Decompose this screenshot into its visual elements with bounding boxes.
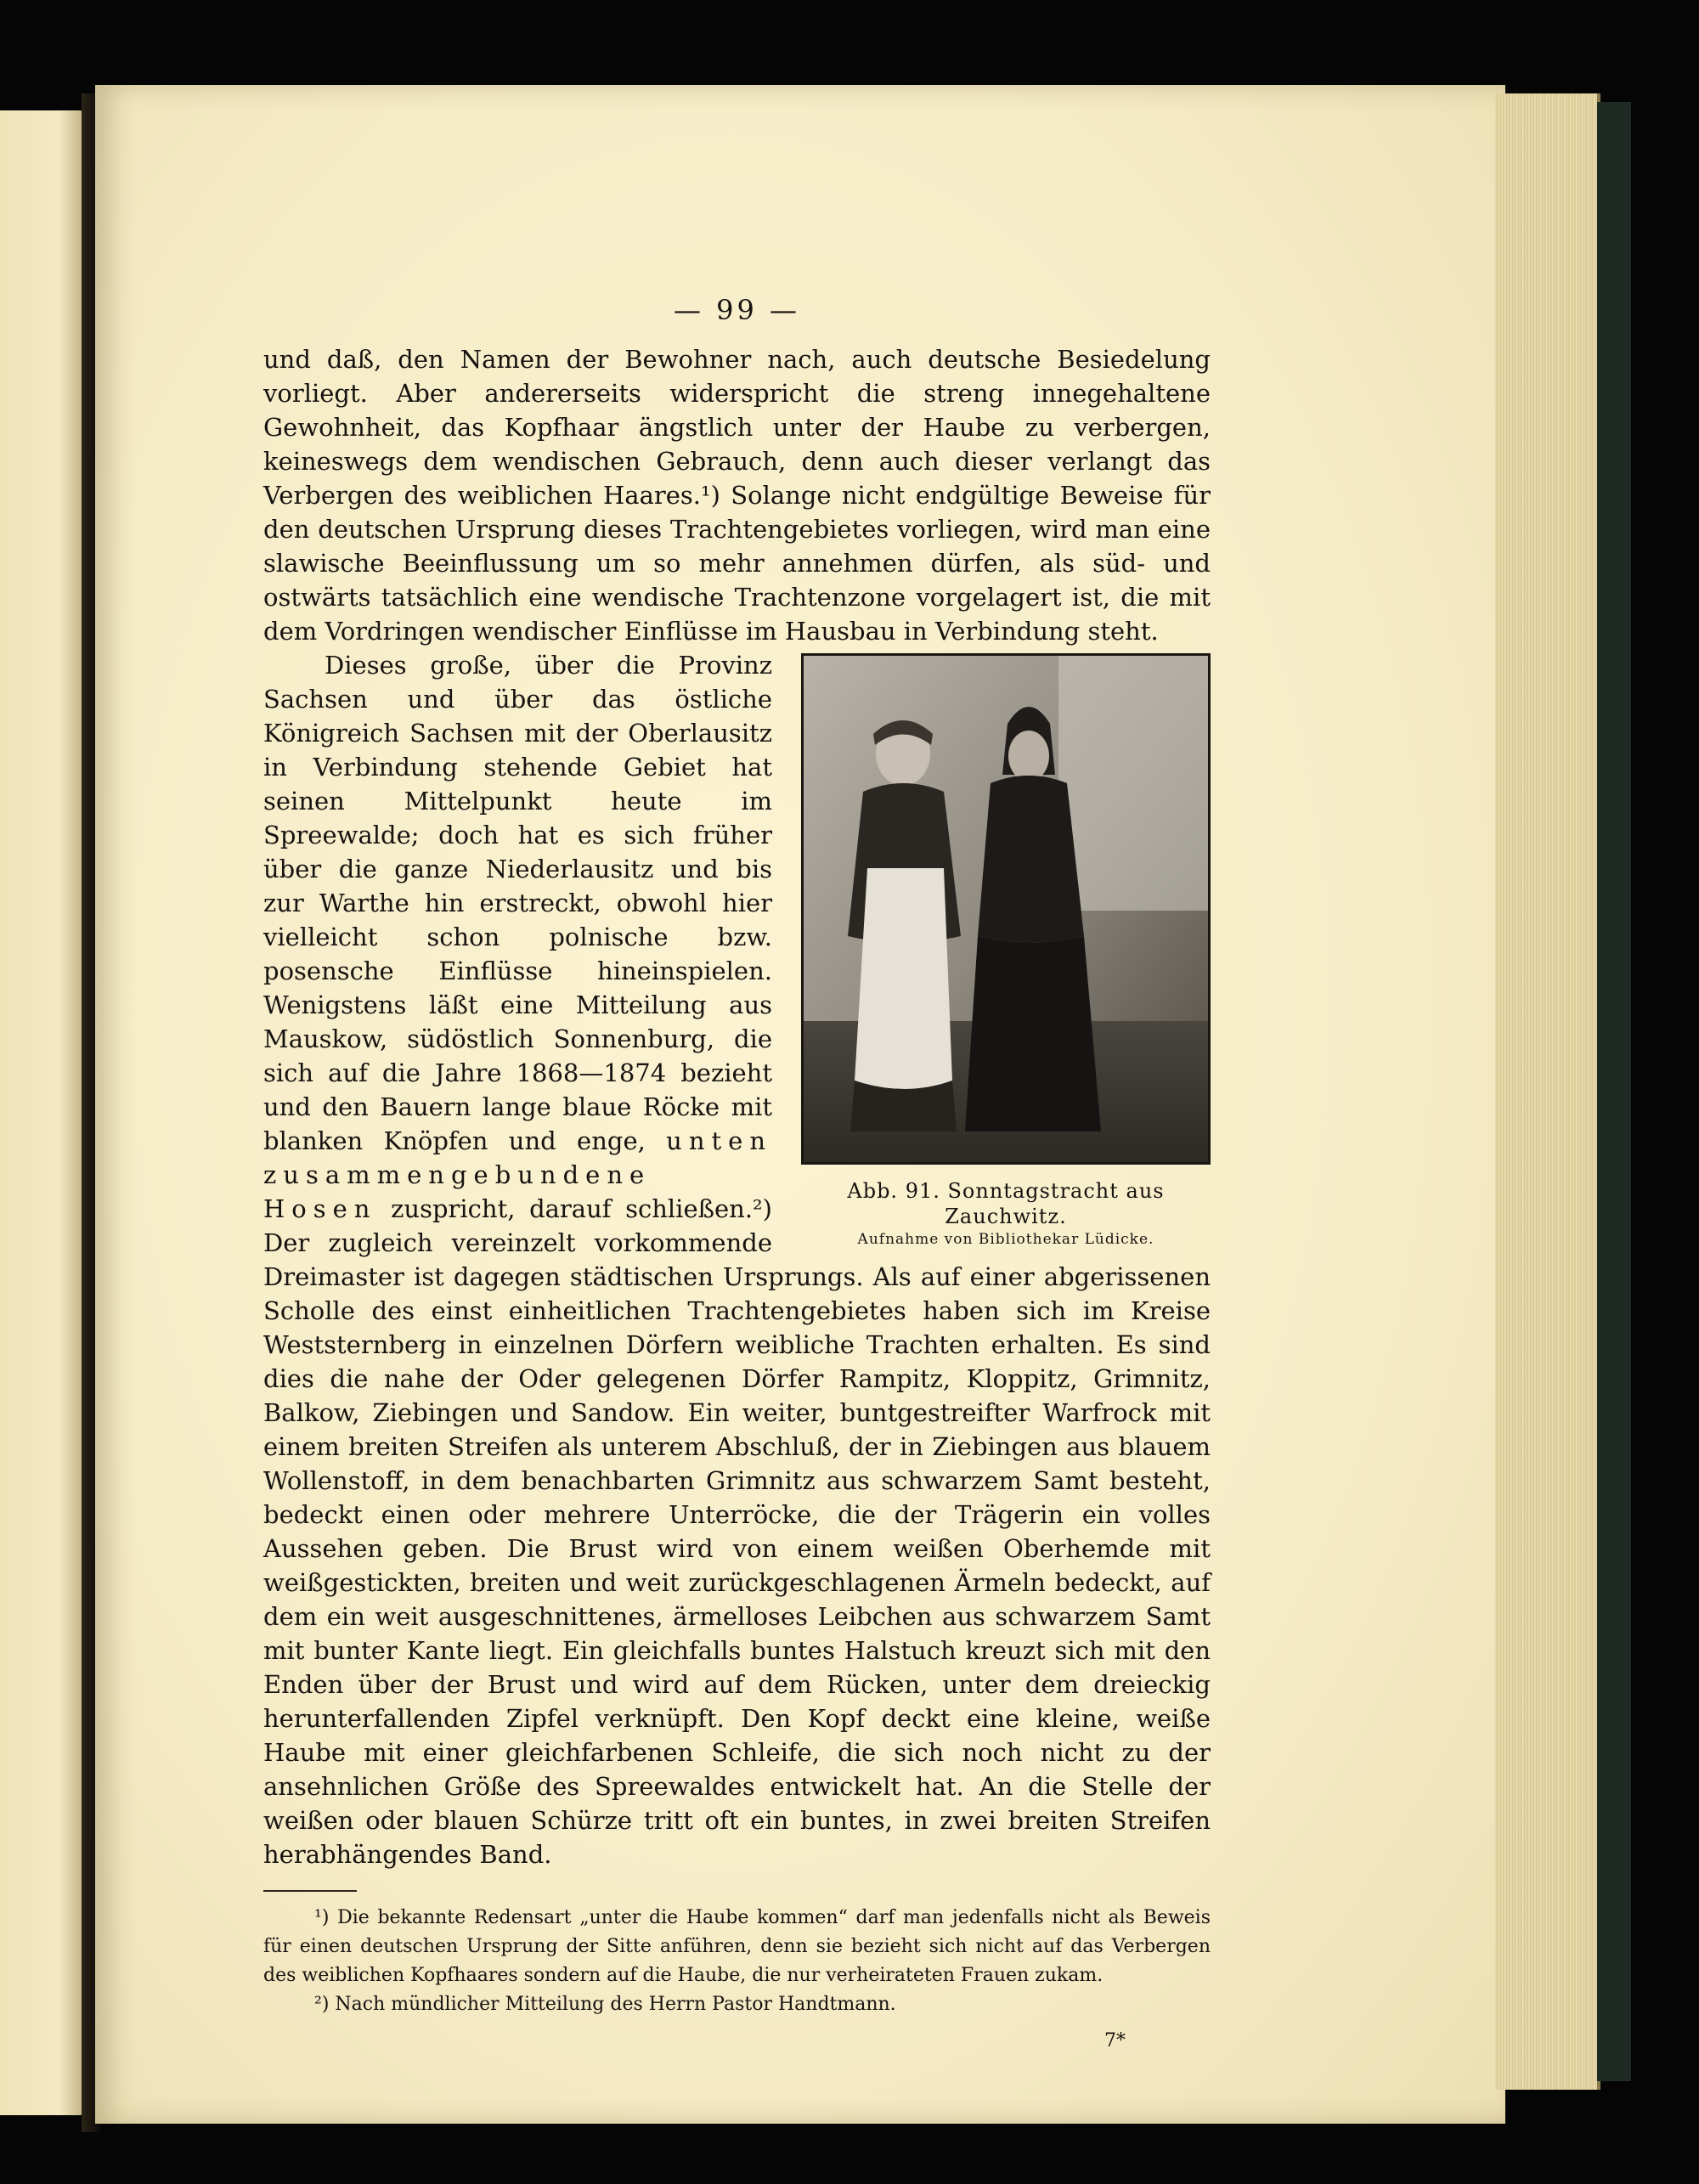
book-cover-edge <box>1597 102 1631 2081</box>
photo-two-women-costume <box>801 653 1211 1165</box>
footnote-1: ¹) Die bekannte Redensart „unter die Haube kommen“ darf man jedenfalls nicht als Beweis für einen deutschen Ursprung der Sitte anführen, denn sie bezieht sich nicht auf das Verbergen des weiblichen Kopfhaares sondern auf die Haube, die nur verheirateten Frauen zukam. <box>263 1907 1211 1986</box>
paragraph-2-end: zuspricht, darauf schließen.²) Der zugleich vereinzelt vorkommende Dreimaster ist dagegen städtischen Ursprungs. Als auf einer abgerissenen Scholle des einst einheitlichen Trachtengebietes haben sich im Kreise Weststernberg in einzelnen Dörfern weibliche Trachten erhalten. Es sind dies die nahe der Oder gelegenen Dörfer Rampitz, Kloppitz, Grimnitz, Balkow, Ziebingen und Sandow. Ein weiter, buntgestreifter Warfrock mit einem breiten Streifen als unterem Abschluß, der in Ziebingen aus blauem Wollenstoff, in dem benachbarten Grimnitz aus schwarzem Samt besteht, bedeckt einen oder mehrere Unterröcke, die der Trägerin ein volles Aussehen geben. Die Brust wird von einem weißen Oberhemde mit weißgestickten, breiten und weit zurückgeschlagenen Ärmeln bedeckt, auf dem ein weit ausgeschnittenes, ärmelloses Leibchen aus schwarzem Samt mit bunter Kante liegt. Ein gleichfalls buntes Halstuch kreuzt sich mit den Enden über der Brust und wird auf dem Rücken, unter dem dreieckig herunterfallenden Zipfel verknüpft. Den Kopf deckt eine kleine, weiße Haube mit einer gleichfarbenen Schleife, die sich noch nicht zu der ansehnlichen Größe des Spreewaldes entwickelt hat. An die Stelle der weißen oder blauen Schürze tritt oft ein buntes, in zwei breiten Streifen herabhängendes Band. <box>263 1194 1211 1869</box>
emphasis-spaced-text: unten zusammengebundene Hosen <box>263 1126 773 1223</box>
footnote-rule <box>263 1890 357 1892</box>
page-content <box>263 293 1211 2058</box>
footnotes <box>263 1904 1211 2019</box>
left-page-edge <box>0 110 85 2115</box>
signature-mark: 7* <box>1104 2030 1126 2051</box>
figure <box>801 653 1211 1250</box>
page-number: — 99 — <box>673 294 801 326</box>
footnote-2: ²) Nach mündlicher Mitteilung des Herrn Pastor Handtmann. <box>314 1994 896 2015</box>
figure-credit: Aufnahme von Bibliothekar Lüdicke. <box>857 1231 1154 1248</box>
page-stack-edges <box>1495 93 1600 2090</box>
paragraph-1: und daß, den Namen der Bewohner nach, auch deutsche Besiedelung vorliegt. Aber andererseits widerspricht die streng innegehaltene Gewohnheit, das Kopfhaar ängstlich unter der Haube zu verbergen, keineswegs dem wendischen Gebrauch, denn auch dieser verlangt das Verbergen des weiblichen Haares.¹) Solange nicht endgültige Beweise für den deutschen Ursprung dieses Trachtengebietes vorliegen, wird man eine slawische Beeinflussung um so mehr annehmen dürfen, als süd- und ostwärts tatsächlich eine wendische Trachtenzone vorgelagert ist, die mit dem Vordringen wendischer Einflüsse im Hausbau in Verbindung steht. <box>263 345 1211 646</box>
paragraph-2-start: Dieses große, über die Provinz Sachsen und über das östliche Königreich Sachsen mit der Oberlausitz in Verbindung stehende Gebiet hat seinen Mittelpunkt heute im Spreewalde; doch hat es sich früher über die ganze Niederlausitz und bis zur Warthe hin erstreckt, obwohl hier vielleicht schon polnische bzw. posensche Einflüsse hineinspielen. Wenigstens läßt eine Mitteilung aus Mauskow, südöstlich Sonnenburg, die sich auf die Jahre 1868—1874 bezieht und den Bauern lange blaue Röcke mit blanken Knöpfen und enge, <box>263 651 772 1155</box>
figure-caption: Abb. 91. Sonntagstracht aus Zauchwitz. <box>847 1179 1165 1228</box>
